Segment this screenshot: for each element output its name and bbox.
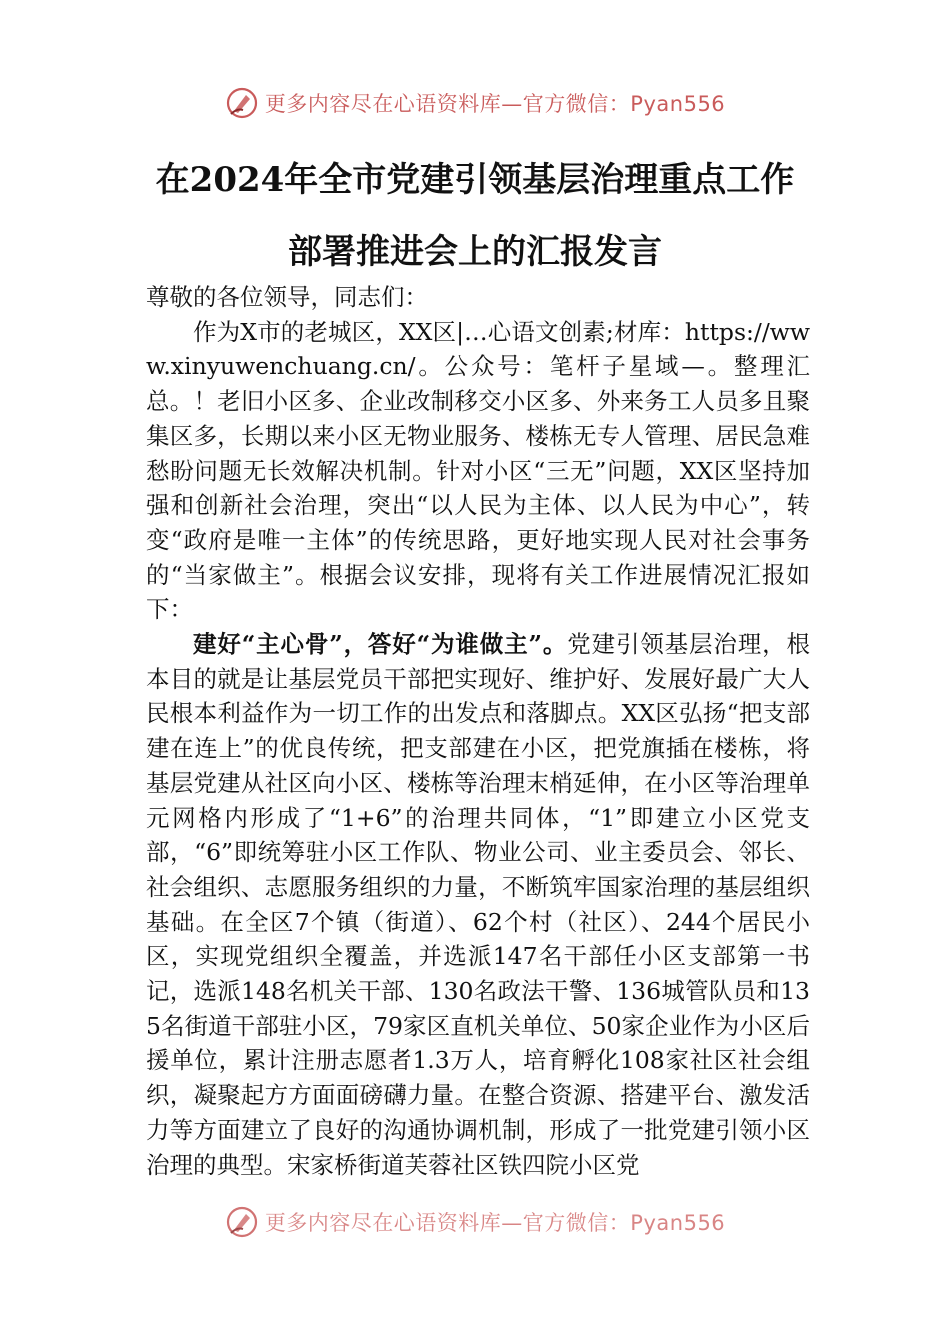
- document-title-line-2: 部署推进会上的汇报发言: [288, 232, 662, 272]
- watermark-text: 更多内容尽在心语资料库—官方微信：Pyan556: [264, 1211, 726, 1235]
- pen-nib-logo-icon: [225, 1205, 259, 1239]
- document-title-line-1: 在2024年全市党建引领基层治理重点工作: [155, 160, 795, 200]
- paragraph-section-1: [146, 627, 810, 1182]
- watermark-text: 更多内容尽在心语资料库—官方微信：Pyan556: [264, 92, 726, 116]
- paragraph-intro: 作为X市的老城区，XX区|…心语文创素;材库：https://www.xinyuwenchuang.cn/。公众号：笔杆子星域—。整理汇总。！老旧小区多、企业改制移交小区多、外来务工人员多且聚集区多，长期以来小区无物业服务、楼栋无专人管理、居民急难愁盼问题无长效解决机制。针对小区“三无”问题，XX区坚持加强和创新社会治理，突出“以人民为主体、以人民为中心”，转变“政府是唯一主体”的传统思路，更好地实现人民对社会事务的“当家做主”。根据会议安排，现将有关工作进展情况汇报如下：: [146, 317, 810, 624]
- footer-watermark: [0, 1202, 950, 1242]
- salutation: 尊敬的各位领导，同志们：: [146, 283, 428, 311]
- section-text: 党建引领基层治理，根本目的就是让基层党员干部把实现好、维护好、发展好最广大人民根本利益作为一切工作的出发点和落脚点。XX区弘扬“把支部建在连上”的优良传统，把支部建在小区，把党旗插在楼栋，将基层党建从社区向小区、楼栋等治理末梢延伸，在小区等治理单元网格内形成了“1+6”的治理共同体，“1”即建立小区党支部，“6”即统筹驻小区工作队、物业公司、业主委员会、邻长、社会组织、志愿服务组织的力量，不断筑牢国家治理的基层组织基础。在全区7个镇（街道）、62个村（社区）、244个居民小区，实现党组织全覆盖，并选派147名干部任小区支部第一书记，选派148名机关干部、130名政法干警、136城管队员和135名街道干部驻小区，79家区直机关单位、50家企业作为小区后援单位，累计注册志愿者1.3万人，培育孵化108家社区社会组织，凝聚起方方面面磅礴力量。在整合资源、搭建平台、激发活力等方面建立了良好的沟通协调机制，形成了一批党建引领小区治理的典型。宋家桥街道芙蓉社区铁四院小区党: [146, 630, 810, 1179]
- section-heading: 建好“主心骨”，答好“为谁做主”。: [193, 630, 568, 659]
- document-body: [146, 280, 810, 1182]
